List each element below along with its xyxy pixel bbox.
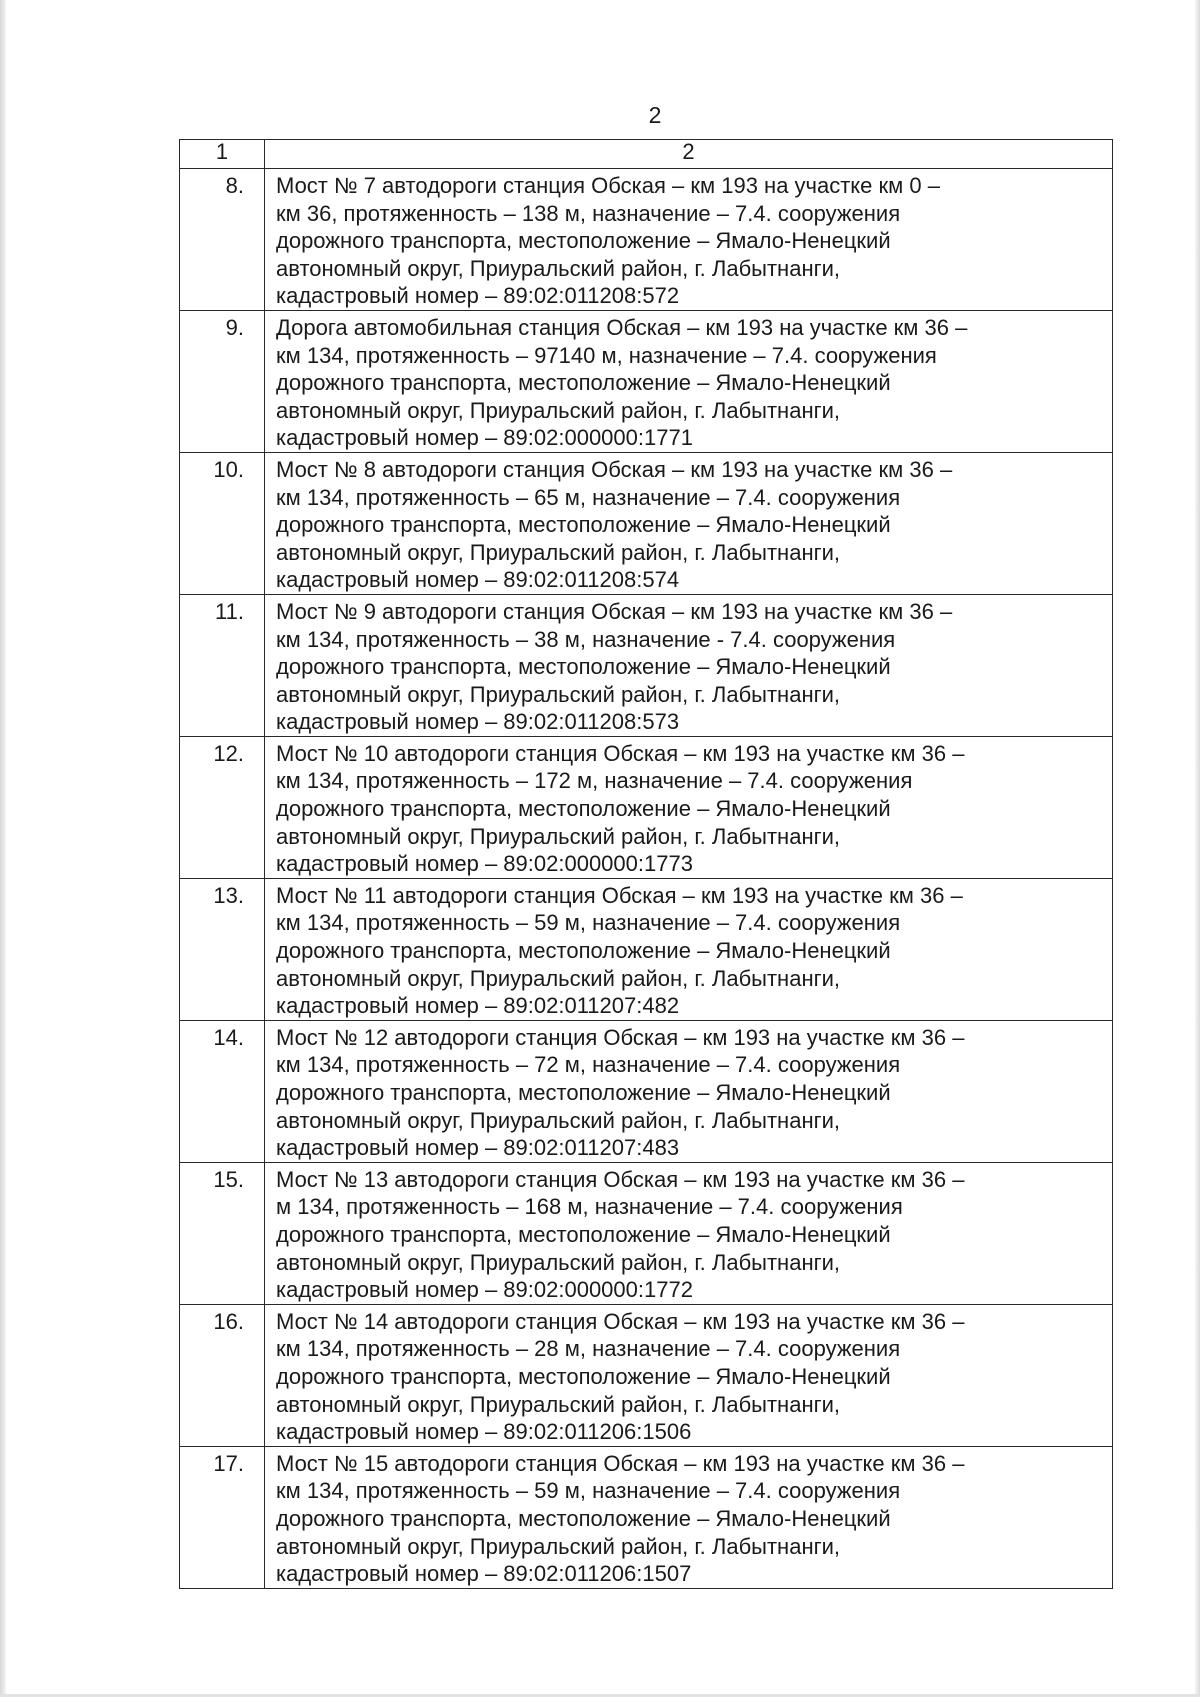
row-number: 12.: [180, 736, 265, 878]
description-line: Мост № 14 автодороги станция Обская – км 193 на участке км 36 –: [276, 1308, 965, 1334]
description-line: дорожного транспорта, местоположение – Ямало-Ненецкий: [276, 1221, 891, 1247]
description-line: Мост № 13 автодороги станция Обская – км 193 на участке км 36 –: [276, 1166, 965, 1192]
object-description: [265, 169, 1113, 311]
description-line: кадастровый номер – 89:02:000000:1772: [276, 1277, 693, 1303]
table-row: [180, 1162, 1113, 1304]
object-description: [265, 452, 1113, 594]
description-line: км 134, протяженность – 38 м, назначение - 7.4. сооружения: [276, 626, 896, 652]
table-row: [180, 169, 1113, 311]
table-row: [180, 1304, 1113, 1446]
description-line: км 134, протяженность – 28 м, назначение – 7.4. сооружения: [276, 1336, 901, 1362]
table-body: [180, 140, 1113, 1589]
description-line: кадастровый номер – 89:02:011206:1506: [276, 1419, 692, 1445]
table-row: [180, 736, 1113, 878]
object-description: [265, 1304, 1113, 1446]
description-line: км 134, протяженность – 65 м, назначение – 7.4. сооружения: [276, 484, 901, 510]
description-line: км 134, протяженность – 72 м, назначение – 7.4. сооружения: [276, 1052, 901, 1078]
object-description: [265, 594, 1113, 736]
description-line: автономный округ, Приуральский район, г. Лабытнанги,: [276, 1533, 841, 1559]
row-number: 13.: [180, 878, 265, 1020]
description-line: автономный округ, Приуральский район, г. Лабытнанги,: [276, 681, 841, 707]
description-line: км 134, протяженность – 97140 м, назначение – 7.4. сооружения: [276, 342, 937, 368]
description-line: автономный округ, Приуральский район, г. Лабытнанги,: [276, 1249, 841, 1275]
description-line: кадастровый номер – 89:02:000000:1771: [276, 425, 693, 451]
object-description: [265, 1020, 1113, 1162]
scan-edge-left: [0, 0, 6, 1697]
description-line: км 36, протяженность – 138 м, назначение – 7.4. сооружения: [276, 200, 901, 226]
object-description: [265, 878, 1113, 1020]
description-line: автономный округ, Приуральский район, г. Лабытнанги,: [276, 965, 841, 991]
description-line: кадастровый номер – 89:02:000000:1773: [276, 851, 693, 877]
description-line: автономный округ, Приуральский район, г. Лабытнанги,: [276, 255, 841, 281]
description-line: км 134, протяженность – 59 м, назначение – 7.4. сооружения: [276, 910, 901, 936]
description-line: кадастровый номер – 89:02:011208:572: [276, 283, 680, 309]
table-row: [180, 1020, 1113, 1162]
description-line: Мост № 12 автодороги станция Обская – км 193 на участке км 36 –: [276, 1024, 965, 1050]
description-line: Мост № 9 автодороги станция Обская – км 193 на участке км 36 –: [276, 598, 953, 624]
description-line: автономный округ, Приуральский район, г. Лабытнанги,: [276, 539, 841, 565]
description-line: дорожного транспорта, местоположение – Ямало-Ненецкий: [276, 654, 891, 680]
description-line: Мост № 7 автодороги станция Обская – км 193 на участке км 0 –: [276, 173, 940, 198]
row-number: 9.: [180, 310, 265, 452]
row-number: 8.: [180, 169, 265, 311]
description-line: дорожного транспорта, местоположение – Ямало-Ненецкий: [276, 370, 891, 396]
row-number: 11.: [180, 594, 265, 736]
objects-table: [179, 139, 1113, 1589]
description-line: автономный округ, Приуральский район, г. Лабытнанги,: [276, 823, 841, 849]
description-line: кадастровый номер – 89:02:011207:483: [276, 1135, 680, 1161]
description-line: дорожного транспорта, местоположение – Ямало-Ненецкий: [276, 938, 891, 964]
column-header-2: 2: [265, 140, 1113, 169]
description-line: дорожного транспорта, местоположение – Ямало-Ненецкий: [276, 1505, 891, 1531]
column-header-1: 1: [180, 140, 265, 169]
object-description: [265, 736, 1113, 878]
description-line: кадастровый номер – 89:02:011207:482: [276, 993, 680, 1019]
row-number: 15.: [180, 1162, 265, 1304]
description-line: Мост № 8 автодороги станция Обская – км 193 на участке км 36 –: [276, 456, 953, 482]
description-line: Мост № 11 автодороги станция Обская – км 193 на участке км 36 –: [276, 882, 963, 908]
description-line: Мост № 10 автодороги станция Обская – км 193 на участке км 36 –: [276, 740, 965, 766]
description-line: дорожного транспорта, местоположение – Ямало-Ненецкий: [276, 228, 891, 254]
table-row: [180, 452, 1113, 594]
description-line: кадастровый номер – 89:02:011208:573: [276, 709, 680, 735]
description-line: автономный округ, Приуральский район, г. Лабытнанги,: [276, 1107, 841, 1133]
object-description: [265, 1446, 1113, 1588]
scan-edge-right: [1195, 0, 1200, 1697]
table-row: [180, 310, 1113, 452]
description-line: дорожного транспорта, местоположение – Ямало-Ненецкий: [276, 1080, 891, 1105]
description-line: км 134, протяженность – 59 м, назначение – 7.4. сооружения: [276, 1478, 901, 1504]
description-line: Мост № 15 автодороги станция Обская – км 193 на участке км 36 –: [276, 1450, 965, 1476]
description-line: дорожного транспорта, местоположение – Ямало-Ненецкий: [276, 512, 891, 538]
description-line: кадастровый номер – 89:02:011206:1507: [276, 1561, 692, 1587]
table-header-row: [180, 140, 1113, 169]
table-row: [180, 878, 1113, 1020]
description-line: Дорога автомобильная станция Обская – км 193 на участке км 36 –: [276, 314, 968, 340]
object-description: [265, 1162, 1113, 1304]
description-line: м 134, протяженность – 168 м, назначение – 7.4. сооружения: [276, 1194, 903, 1220]
description-line: автономный округ, Приуральский район, г. Лабытнанги,: [276, 1391, 841, 1417]
page-number: 2: [648, 102, 662, 128]
row-number: 16.: [180, 1304, 265, 1446]
description-line: дорожного транспорта, местоположение – Ямало-Ненецкий: [276, 1363, 891, 1389]
table-row: [180, 1446, 1113, 1588]
description-line: кадастровый номер – 89:02:011208:574: [276, 567, 680, 593]
object-description: [265, 310, 1113, 452]
row-number: 10.: [180, 452, 265, 594]
description-line: автономный округ, Приуральский район, г. Лабытнанги,: [276, 397, 841, 423]
table-row: [180, 594, 1113, 736]
row-number: 14.: [180, 1020, 265, 1162]
row-number: 17.: [180, 1446, 265, 1588]
description-line: дорожного транспорта, местоположение – Ямало-Ненецкий: [276, 796, 891, 822]
description-line: км 134, протяженность – 172 м, назначение – 7.4. сооружения: [276, 768, 913, 794]
